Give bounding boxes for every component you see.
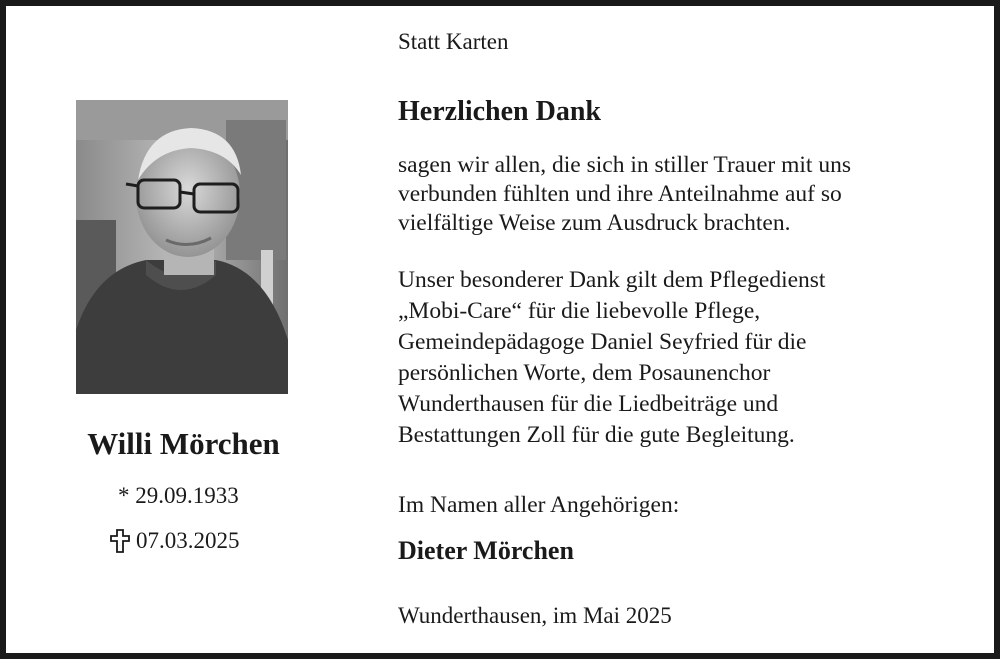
- cross-icon: [110, 529, 130, 553]
- text-line: „Mobi-Care“ für die liebevolle Pflege,: [398, 298, 761, 324]
- text-line: Gemeindepädagoge Daniel Seyfried für die: [398, 329, 807, 355]
- special-thanks-paragraph: [398, 265, 958, 451]
- thanks-paragraph: [398, 151, 958, 238]
- portrait-photo: [76, 100, 288, 394]
- signer-name: Dieter Mörchen: [398, 536, 574, 565]
- death-date-row: [110, 528, 240, 554]
- text-line: persönlichen Worte, dem Posaunenchor: [398, 360, 771, 386]
- deceased-name: Willi Mörchen: [87, 426, 280, 461]
- text-line: Unser besonderer Dank gilt dem Pflegedienst: [398, 267, 826, 293]
- headline: Herzlichen Dank: [398, 96, 601, 127]
- death-date: 07.03.2025: [136, 528, 240, 553]
- birth-date: * 29.09.1933: [118, 483, 239, 508]
- text-line: vielfältige Weise zum Ausdruck brachten.: [398, 210, 791, 236]
- text-line: verbunden fühlten und ihre Anteilnahme auf so: [398, 181, 842, 207]
- on-behalf-line: Im Namen aller Angehörigen:: [398, 492, 680, 518]
- place-date: Wunderthausen, im Mai 2025: [398, 603, 672, 628]
- text-line: Wunderthausen für die Liedbeiträge und: [398, 391, 779, 417]
- statt-karten-label: Statt Karten: [398, 29, 509, 54]
- text-line: Bestattungen Zoll für die gute Begleitung.: [398, 422, 795, 448]
- text-line: sagen wir allen, die sich in stiller Trauer mit uns: [398, 152, 851, 178]
